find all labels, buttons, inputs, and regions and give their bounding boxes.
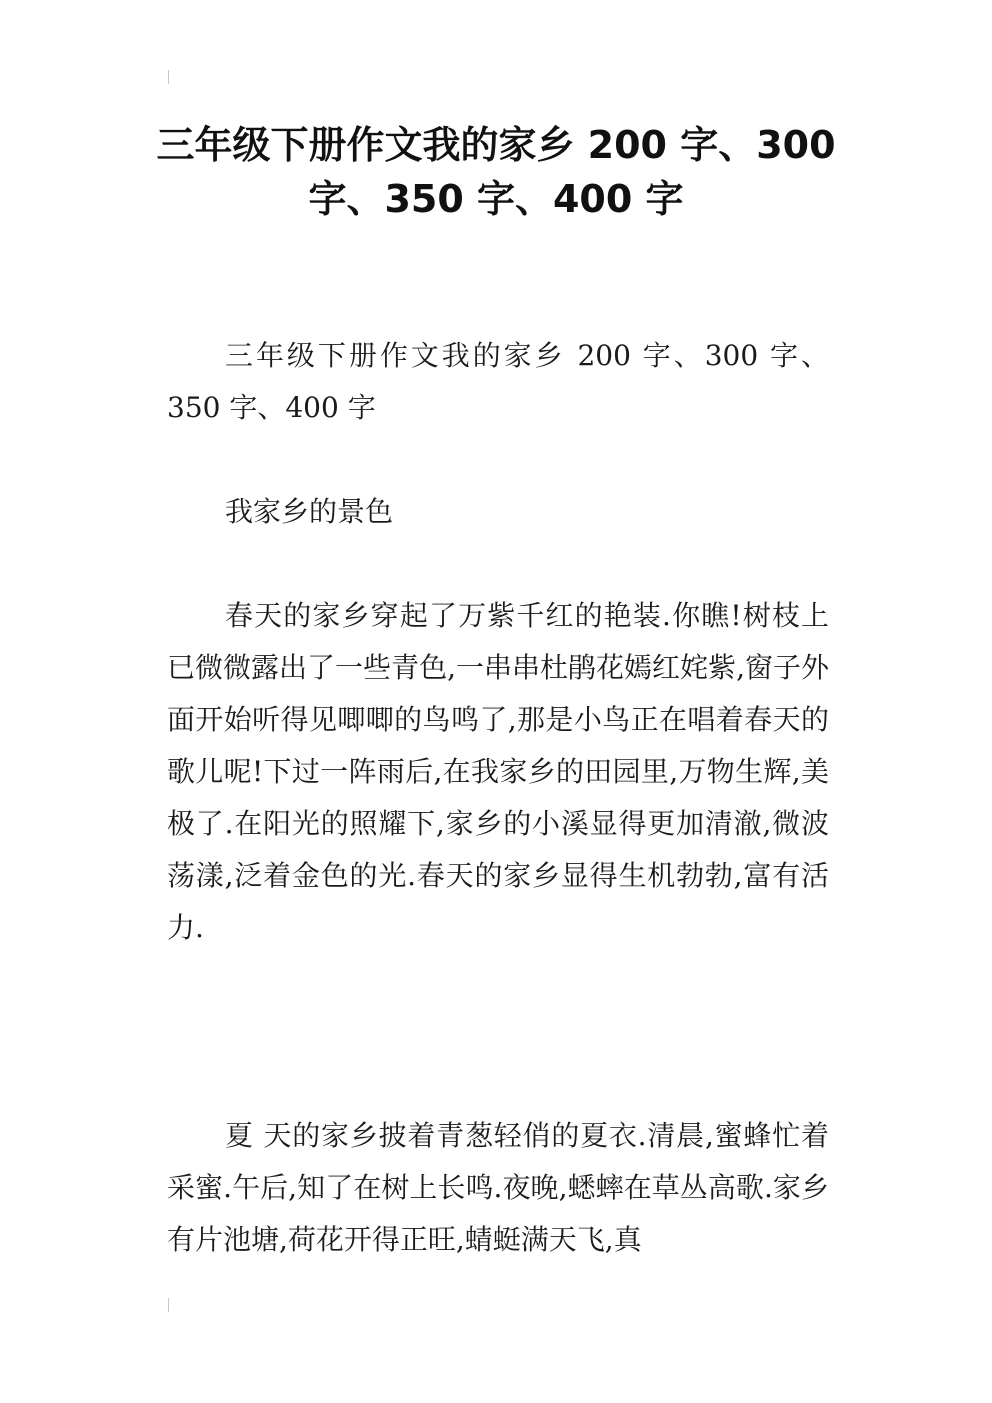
section-heading-block	[167, 486, 829, 538]
crop-mark-bottom	[168, 1298, 169, 1312]
spring-paragraph-block	[167, 590, 829, 954]
intro-paragraph-block	[167, 330, 829, 434]
summer-paragraph: 夏 天的家乡披着青葱轻俏的夏衣.清晨,蜜蜂忙着采蜜.午后,知了在树上长鸣.夜晚,蟋蟀在草丛高歌.家乡有片池塘,荷花开得正旺,蜻蜓满天飞,真	[167, 1119, 829, 1256]
document-title: 三年级下册作文我的家乡 200 字、300 字、350 字、400 字	[156, 123, 836, 221]
section-heading: 我家乡的景色	[225, 495, 394, 528]
crop-mark-top	[168, 70, 169, 84]
spring-paragraph: 春天的家乡穿起了万紫千红的艳装.你瞧!树枝上已微微露出了一些青色,一串串杜鹃花嫣红姹紫,窗子外面开始听得见唧唧的鸟鸣了,那是小鸟正在唱着春天的歌儿呢!下过一阵雨后,在我家乡的田园里,万物生辉,美极了.在阳光的照耀下,家乡的小溪显得更加清澈,微波荡漾,泛着金色的光.春天的家乡显得生机勃勃,富有活力.	[167, 599, 829, 944]
summer-paragraph-block	[167, 1110, 829, 1266]
intro-paragraph: 三年级下册作文我的家乡 200 字、300 字、350 字、400 字	[167, 339, 829, 424]
